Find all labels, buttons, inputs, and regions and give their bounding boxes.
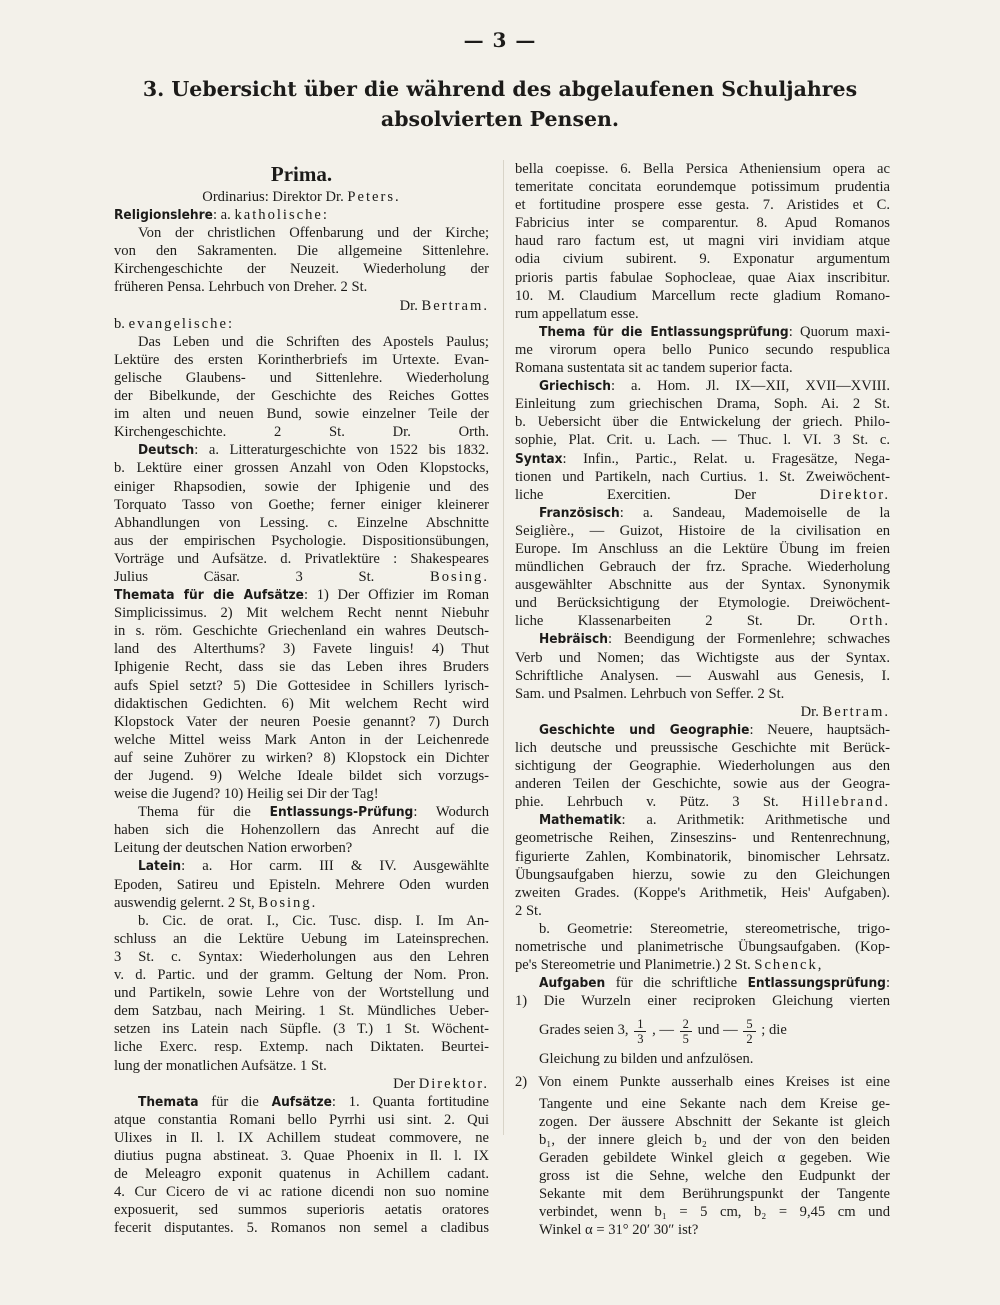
left-column-line: Themata für die Aufsätze: 1) Der Offizier im Roman xyxy=(114,587,489,604)
left-column-line: 3 St. c. Syntax: Wiederholungen aus den Lehren xyxy=(114,948,489,965)
left-column-line: Torquato Tasso von Goethe; ferner einiger kleinerer xyxy=(114,496,489,513)
left-column-line: in s. röm. Geschichte Griechenland ein wahres Deutsch- xyxy=(114,623,489,640)
right-column-line: Dr. Bertram. xyxy=(800,703,890,720)
left-column-line: schluss an die Lektüre Uebung im Lateinsprechen. xyxy=(114,930,489,947)
left-column-line: Dr. Bertram. xyxy=(399,297,489,314)
left-column-line: fecerit disputantes. 5. Romanos non semel a cladibus xyxy=(114,1220,489,1237)
left-column xyxy=(114,160,489,1237)
left-column-line: Themata für die Aufsätze: 1. Quanta fortitudine xyxy=(138,1093,489,1110)
right-column-line: Europe. Im Anschluss an die Lektüre Übung im freien xyxy=(515,540,890,557)
left-column-line: Ulixes in Il. l. IX Achillem studeat commovere, ne xyxy=(114,1129,489,1146)
right-column-line: Syntax: Infin., Partic., Relat. u. Fragesätze, Nega- xyxy=(515,450,890,467)
fraction-2-5 xyxy=(680,1017,692,1046)
section-title xyxy=(0,74,1000,134)
right-column-line: ausgewählter Abschnitte aus der Syntax. Synonymik xyxy=(515,577,890,594)
right-column-line: me virorum opera bello Punico secundo respublica xyxy=(515,341,890,358)
right-column-line: tionen und Partikeln, nach Curtius. 1. St. Zweiwöchent- xyxy=(515,468,890,485)
right-column-line: gross ist die Sehne, welche den Eudpunkt der xyxy=(539,1167,890,1184)
right-column-line: Verb und Nomen; das Wichtigste aus der Syntax. xyxy=(515,649,890,666)
fraction-denominator: 5 xyxy=(682,1031,689,1046)
left-column-line: Deutsch: a. Litteraturgeschichte von 1522 bis 1832. xyxy=(138,442,489,459)
fraction-5-2 xyxy=(743,1017,755,1046)
right-column-line: Griechisch: a. Hom. Jl. IX—XII, XVII—XVIII. xyxy=(539,378,890,395)
fraction-separator: , — xyxy=(652,1022,675,1039)
left-column-line: Kirchengeschichte. 2 St. Dr. Orth. xyxy=(114,424,489,441)
left-column-line: aus der empirischen Psychologie. Dispositionsübungen, xyxy=(114,532,489,549)
left-column-line: Ordinarius: Direktor Dr. Peters. xyxy=(202,189,401,205)
left-column-line: Lektüre des ersten Korintherbriefs im Urtexte. Evan- xyxy=(114,351,489,368)
left-column-line: Simplicissimus. 2) Mit welchem Recht nennt Niebuhr xyxy=(114,605,489,622)
section-title-line-1: 3. Uebersicht über die während des abgelaufenen Schuljahres xyxy=(142,77,858,101)
left-column-line: land des Alterthums? 3) Favete linguis! 4) Thut xyxy=(114,641,489,658)
left-column-line: atque constantia Romani bello Pyrrhi usi sint. 2. Qui xyxy=(114,1111,489,1128)
right-column-line: Sam. und Psalmen. Lehrbuch von Seffer. 2 St. xyxy=(515,685,785,702)
right-column-line: temeritate concitata eorundemque potissimum prudentia xyxy=(515,179,890,196)
right-column-line: b. Uebersicht über die Entwickelung der griech. Philo- xyxy=(515,414,890,431)
right-column-line: mündlichen Gebrauch der frz. Sprache. Wiederholung xyxy=(515,559,890,576)
fraction-conjunction: und — xyxy=(697,1022,738,1039)
left-column-line: Leitung der deutschen Nation erworben? xyxy=(114,840,353,857)
left-column-line: weise die Jugend? 10) Heilig sei Dir der Tag! xyxy=(114,786,379,803)
left-column-line: Klopstock Vater der neuren Poesie genannt? 7) Durch xyxy=(114,713,489,730)
right-column-line: Gleichung zu bilden und anfzulösen. xyxy=(539,1051,754,1068)
fraction-line-lead: Grades seien 3, xyxy=(539,1022,629,1039)
column-divider xyxy=(503,160,504,1135)
right-column-line: 2 St. xyxy=(515,902,542,919)
right-column-line: nometrische und planimetrische Übungsaufgaben. (Kop- xyxy=(515,939,890,956)
left-column-line: b. evangelische: xyxy=(114,315,233,332)
left-column-line: einiger Rhapsodien, sowie der Iphigenie und des xyxy=(114,478,489,495)
left-column-line: welche Mittel weiss Mark Anton in der Leichenrede xyxy=(114,731,489,748)
right-column-line: sophie, Plat. Crit. u. Lach. — Thuc. l. VI. 3 St. c. xyxy=(515,432,890,449)
left-column-line: b. Cic. de orat. I., Cic. Tusc. disp. I. Im An- xyxy=(138,912,489,929)
right-column-line: verbindet, wenn b₁ = 5 cm, b₂ = 9,45 cm und xyxy=(539,1204,890,1221)
left-column-line: didaktischen Gedichten. 6) Mit welchem Recht wird xyxy=(114,695,489,712)
fraction-denominator: 3 xyxy=(637,1031,644,1046)
left-column-line: und Partikeln, sowie Lehre von der Wortstellung und xyxy=(114,985,489,1002)
right-column-line: Französisch: a. Sandeau, Mademoiselle de la xyxy=(539,504,890,521)
left-column-line: setzen ins Latein nach Süpfle. (3 T.) 1 St. Wöchent- xyxy=(114,1021,489,1038)
left-column-line: Epoden, Satireu und Episteln. Mehrere Oden wurden xyxy=(114,876,489,893)
left-column-line: 4. Cur Cicero de vi ac ratione dicendi non suo nomine xyxy=(114,1184,489,1201)
right-column-line: 10. M. Claudium Marcellum recte gladium Romano- xyxy=(515,287,890,304)
left-column-line: von den Sakramenten. Die allgemeine Sittenlehre. xyxy=(114,243,489,260)
left-column-line: v. d. Partic. und der gramm. Geltung der Nom. Pron. xyxy=(114,967,489,984)
left-column-line: auf seine Zuhörer zu wirken? 8) Klopstock ein Dichter xyxy=(114,749,489,766)
right-column-line: Tangente und eine Sekante nach dem Kreise ge- xyxy=(539,1095,890,1112)
left-column-line: haben sich die Hohenzollern das Anrecht auf die xyxy=(114,822,489,839)
left-column-line: der Bibelkunde, der Geschichte des Reiches Gottes xyxy=(114,388,489,405)
right-column-line: Sekante mit dem Berührungspunkt der Tangente xyxy=(539,1185,890,1202)
right-column-line: lich deutsche und preussische Geschichte mit Berück- xyxy=(515,740,890,756)
left-column-line: Vorträge und Aufsätze. d. Privatlektüre : Shakespeares xyxy=(114,550,489,567)
right-column-line: Mathematik: a. Arithmetik: Arithmetische und xyxy=(539,812,890,829)
right-column-line: liche Klassenarbeiten 2 St. Dr. Orth. xyxy=(515,613,890,630)
right-column-line: Fabricius inter se comparentur. 8. Apud Romanos xyxy=(515,215,890,232)
fraction-1-3 xyxy=(634,1017,646,1046)
right-column-line: Einleitung zum griechischen Drama, Soph. Ai. 2 St. xyxy=(515,396,890,413)
left-column-line: de Meleagro exponit quatenus in Achillem cadant. xyxy=(114,1166,489,1183)
fraction-denominator: 2 xyxy=(746,1031,753,1046)
left-column-line: im alten und neuen Bund, sowie einzelner Teile der xyxy=(114,406,489,423)
left-column-line: liche Exerc. resp. Extemp. nach Diktaten. Beurtei- xyxy=(114,1039,489,1056)
left-column-line: exposuerit, sed summos superioris aetatis oratores xyxy=(114,1202,489,1219)
right-column-line: phie. Lehrbuch v. Pütz. 3 St. Hillebrand. xyxy=(515,794,890,811)
right-column-line: zogen. Der äussere Abschnitt der Sekante ist gleich xyxy=(539,1113,890,1130)
right-column-line: liche Exercitien. Der Direktor. xyxy=(515,486,890,503)
right-column-line: 1) Die Wurzeln einer reciproken Gleichung vierten xyxy=(515,993,890,1010)
left-column-line: früheren Pensa. Lehrbuch von Dreher. 2 St. xyxy=(114,279,368,296)
left-column-line: Religionslehre: a. katholische: xyxy=(114,207,327,224)
left-column-line: auswendig gelernt. 2 St, Bosing. xyxy=(114,894,318,911)
fraction-numerator: 5 xyxy=(743,1017,755,1032)
right-column-line: prioris partis fabulae Sophocleae, quae Aiax inscribitur. xyxy=(515,269,890,286)
right-column-line: zweiten Grades. (Koppe's Arithmetik, Heis' Aufgaben). xyxy=(515,884,890,901)
right-column-line xyxy=(515,1010,890,1050)
left-column-line: lung der monatlichen Aufsätze. 1 St. xyxy=(114,1057,327,1074)
left-column-line: Iphigenie Recht, dass sie das Leben ihres Bruders xyxy=(114,659,489,676)
right-column-line: sichtigung der Geographie. Wiederholungen aus den xyxy=(515,758,890,775)
left-column-line: aufs Spiel setzt? 5) Die Gottesidee in Schillers lyrisch- xyxy=(114,677,489,694)
left-column-line: Latein: a. Hor carm. III & IV. Ausgewählte xyxy=(138,858,489,875)
left-column-line: b. Lektüre einer grossen Anzahl von Oden Klopstocks, xyxy=(114,460,489,477)
right-column-line: haud raro factum est, ut magni viri invidiam atque xyxy=(515,233,890,250)
left-column-line: diutius pugna abstineat. 3. Quae Phoenix in Il. l. IX xyxy=(114,1147,489,1164)
left-column-line: gelische Glaubens- und Sittenlehre. Wiederholung xyxy=(114,369,489,386)
fraction-numerator: 2 xyxy=(680,1017,692,1032)
fraction-line-tail: ; die xyxy=(761,1022,787,1039)
right-column-line: Winkel α = 31° 20′ 30″ ist? xyxy=(539,1222,699,1239)
right-column-line: figurierte Zahlen, Kombinatorik, binomischer Lehrsatz. xyxy=(515,848,890,865)
right-column-line: et fortitudine prospere esse gesta. 7. Aristides et C. xyxy=(515,197,890,214)
right-column-line: 2) Von einem Punkte ausserhalb eines Kreises ist eine xyxy=(515,1073,890,1090)
right-column-line: Hebräisch: Beendigung der Formenlehre; schwaches xyxy=(539,631,890,648)
left-column-line: der Jugend. 9) Welche Ideale bildet sich vorzugs- xyxy=(114,768,489,784)
page-number: — 3 — xyxy=(463,28,537,52)
right-column-line: bella coepisse. 6. Bella Persica Atheniensium opera ac xyxy=(515,161,890,177)
left-column-line: Der Direktor. xyxy=(393,1075,489,1092)
left-column-line: Kirchengeschichte der Neuzeit. Wiederholung der xyxy=(114,261,489,278)
right-column-line: Geraden gebildete Winkel gleich α gegeben. Wie xyxy=(539,1149,890,1166)
right-column-line: Übungsaufgaben hierzu, sowie zu den Gleichungen xyxy=(515,866,890,883)
right-column-line: b₁, der innere gleich b₂ und der von den beiden xyxy=(539,1131,890,1148)
right-column-line: Thema für die Entlassungsprüfung: Quorum maxi- xyxy=(539,323,890,340)
left-column-line: Das Leben und die Schriften des Apostels Paulus; xyxy=(138,333,489,350)
section-title-line-2: absolvierten Pensen. xyxy=(380,107,620,131)
left-column-line: Prima. xyxy=(270,162,333,186)
left-column-line: Thema für die Entlassungs-Prüfung: Wodurch xyxy=(138,804,489,821)
right-column-line: anderen Teilen der Geschichte, sowie aus der Geogra- xyxy=(515,776,890,793)
right-column-line: Schriftliche Analysen. — Auswahl aus Genesis, I. xyxy=(515,667,890,684)
right-column-line: b. Geometrie: Stereometrie, stereometrische, trigo- xyxy=(539,920,890,937)
right-column-line: und Berücksichtigung der Etymologie. Dreiwöchent- xyxy=(515,595,890,612)
right-column-line: rum appellatum esse. xyxy=(515,305,639,322)
left-column-line: dem Satzbau, nach Meiring. 1 St. Mündliches Ueber- xyxy=(114,1003,489,1020)
right-column-line: odia civium subirent. 9. Exponatur argumentum xyxy=(515,251,890,268)
right-column-line: Seiglière., — Guizot, Histoire de la civilisation en xyxy=(515,522,890,539)
right-column-line: Aufgaben für die schriftliche Entlassungsprüfung: xyxy=(539,975,890,992)
right-column-line: Romana sustentata sit ac tandem superior facta. xyxy=(515,360,793,377)
fraction-numerator: 1 xyxy=(634,1017,646,1032)
left-column-line: Abhandlungen von Lessing. c. Einzelne Abschnitte xyxy=(114,514,489,531)
right-column-line: geometrische Reihen, Zinseszins- und Rentenrechnung, xyxy=(515,830,890,847)
left-column-line: Julius Cäsar. 3 St. Bosing. xyxy=(114,568,489,585)
right-column-line: Geschichte und Geographie: Neuere, hauptsäch- xyxy=(539,721,890,738)
right-column-line: pe's Stereometrie und Planimetrie.) 2 St. Schenck, xyxy=(515,957,824,974)
right-column xyxy=(515,160,890,1239)
left-column-line: Von der christlichen Offenbarung und der Kirche; xyxy=(138,225,489,242)
